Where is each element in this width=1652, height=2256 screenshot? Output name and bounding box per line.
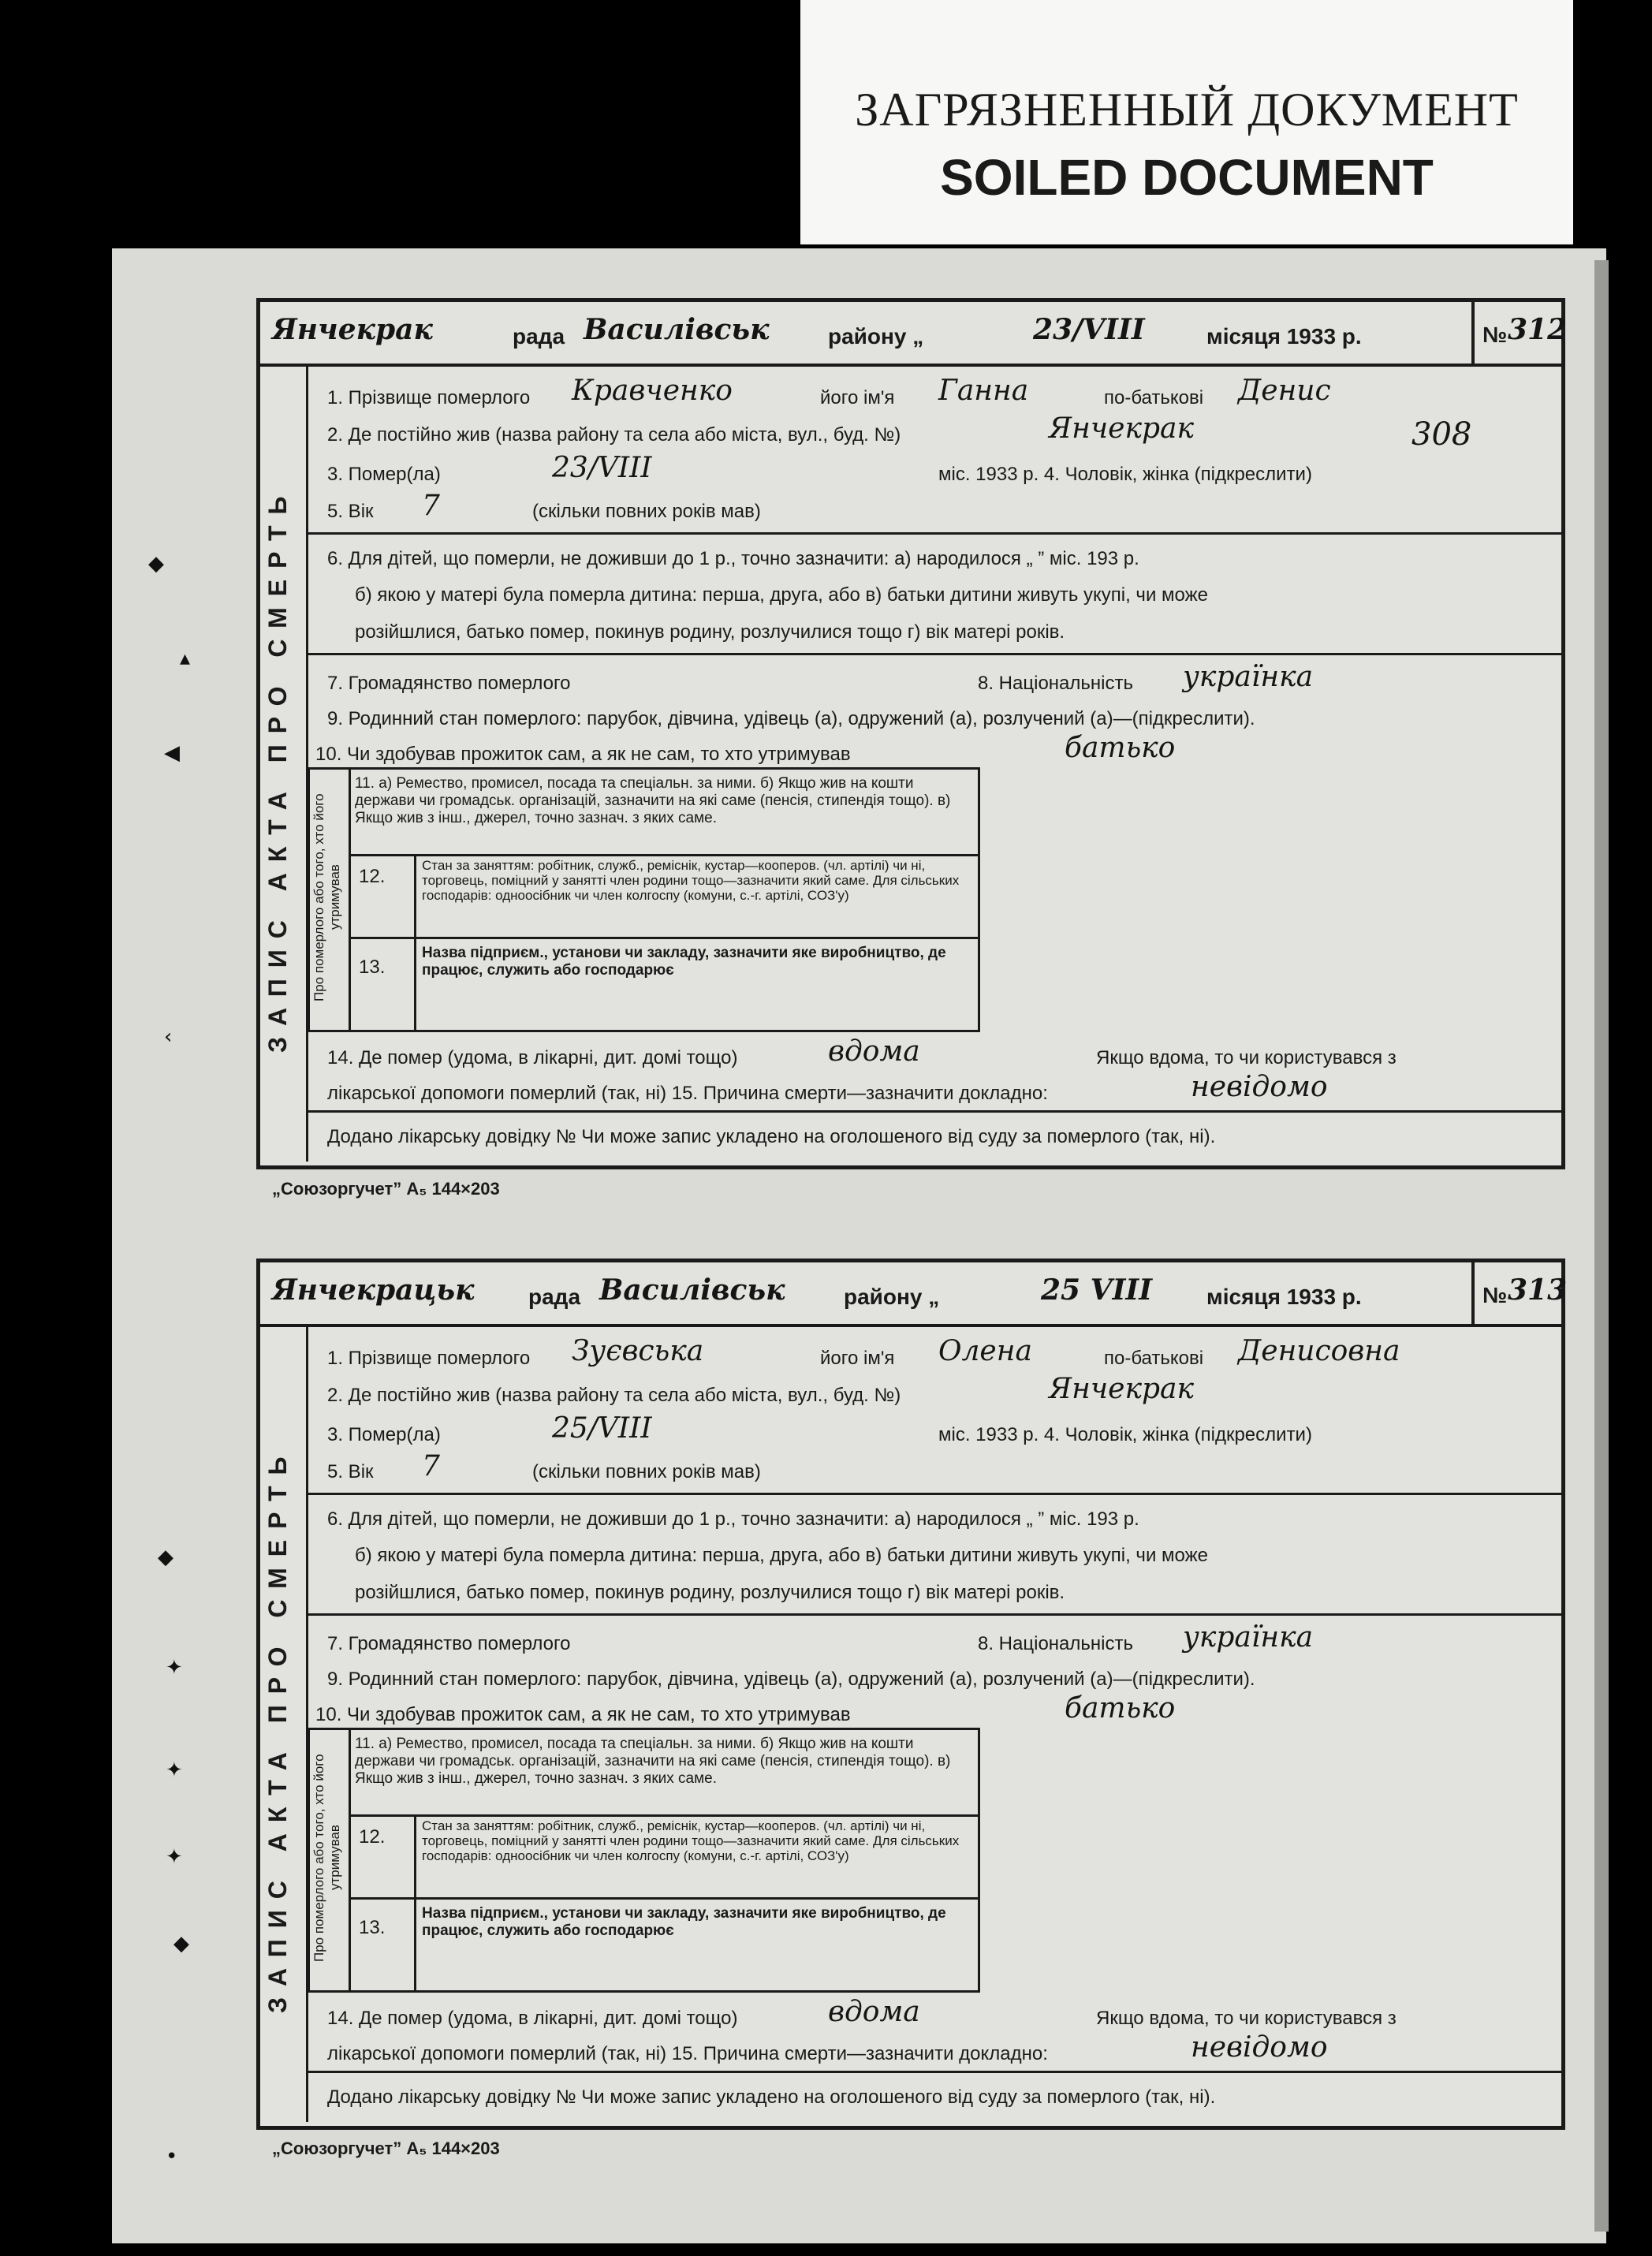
question-12-number: 12. — [359, 866, 386, 887]
record-number-handwritten: 313 — [1508, 1273, 1568, 1307]
binding-hole-icon: ✦ — [166, 1758, 183, 1782]
side-bar — [260, 1327, 308, 2122]
question-13: Назва підприєм., установи чи закладу, зазначити яке виробництво, де працює, служить або господарює — [422, 1905, 946, 1939]
rayon-label: району „ — [844, 1285, 940, 1309]
binding-hole-icon: ◀ — [164, 741, 180, 765]
support-handwritten: батько — [1065, 732, 1176, 764]
rada-label: рада — [513, 324, 565, 349]
binding-hole-icon: ▴ — [180, 647, 191, 670]
question-11: 11. а) Ремество, промисел, посада та спеціальн. за ними. б) Якщо жив на кошти держави чи громадськ. організацій, зазначити на які саме (пенсія, стипендія тощо). в) Якщо жив з інш., джерел, точно зазнач. з яких саме. — [355, 775, 951, 826]
form-header — [260, 1262, 1568, 1327]
nationality-handwritten: українка — [1183, 1621, 1314, 1654]
divider — [349, 1897, 978, 1900]
field-citizenship-label: 7. Громадянство померлого — [327, 1633, 571, 1654]
council-handwritten: Янчекрацьк — [272, 1273, 475, 1307]
field-infant-b: б) якою у матері була померла дитина: перша, друга, або в) батьки дитини живуть укупі, чи може — [355, 1545, 1208, 1566]
residence-handwritten: Янчекрак — [1049, 412, 1194, 445]
binding-hole-icon: ◆ — [158, 1546, 173, 1569]
stamp-russian: ЗАГРЯЗНЕННЫЙ ДОКУМЕНТ — [855, 84, 1519, 136]
field-infant-b: б) якою у матері була померла дитина: перша, друга, або в) батьки дитини живуть укупі, чи може — [355, 584, 1208, 606]
field-died-label: 3. Помер(ла) — [327, 464, 441, 485]
place-handwritten: вдома — [828, 1035, 920, 1068]
district-handwritten: Василівськ — [599, 1273, 785, 1307]
name-handwritten: Ганна — [938, 375, 1029, 407]
form-footer: „Союзоргучет” А₅ 144×203 — [272, 1179, 500, 1199]
divider — [349, 854, 978, 856]
field-infant-a: 6. Для дітей, що померли, не доживши до 1 р., точно зазначити: а) народилося „ ” міс. 193 р. — [327, 548, 1139, 569]
nationality-label: 8. Національність — [978, 1633, 1133, 1654]
field-support-label: 10. Чи здобував прожиток сам, а як не сам, то хто утримував — [315, 1704, 851, 1725]
divider — [308, 1728, 310, 1990]
field-surname-label: 1. Прізвище померлого — [327, 387, 531, 408]
form-header — [260, 302, 1568, 367]
patronymic-label: по-батькові — [1104, 387, 1204, 408]
side-title: ЗАПИС АКТА ПРО СМЕРТЬ — [263, 1445, 292, 2013]
question-13: Назва підприєм., установи чи закладу, зазначити яке виробництво, де працює, служить або господарює — [422, 945, 946, 979]
death-record-form-1 — [256, 298, 1568, 1169]
binding-hole-icon: ‹ — [164, 1025, 173, 1049]
question-12: Стан за заняттям: робітник, служб., реміснік, кустар—кооперов. (чл. артілі) чи ні, торговець, поміцний у занятті член родини тощо—зазначити який саме. Для сільських господарів: одноосібник чи член колгоспу (комуни, с.-г. артілі, СОЗ'у) — [422, 858, 960, 903]
occupation-side-note: Про померлого або того, хто його утримував — [311, 1754, 342, 1962]
place-handwritten: вдома — [828, 1996, 920, 2028]
question-13-number: 13. — [359, 1917, 386, 1938]
field-certificate: Додано лікарську довідку № Чи може запис укладено на оголошеного від суду за померлого (так, ні). — [327, 1126, 1216, 1147]
date-handwritten: 23/VIII — [1033, 313, 1145, 346]
surname-handwritten: Кравченко — [572, 375, 733, 407]
name-handwritten: Олена — [938, 1335, 1032, 1367]
name-label: його ім'я — [820, 1348, 895, 1369]
death-record-form-2 — [256, 1259, 1568, 2130]
age-handwritten: 7 — [422, 1450, 440, 1482]
field-citizenship-label: 7. Громадянство померлого — [327, 673, 571, 694]
occupation-side-note: Про померлого або того, хто його утримував — [311, 793, 342, 1001]
cause-handwritten: невідомо — [1191, 1071, 1328, 1103]
age-note: (скільки повних років мав) — [532, 501, 761, 522]
field-place-label: 14. Де помер (удома, в лікарні, дит. домі тощо) — [327, 2008, 738, 2029]
binding-hole-icon: • — [166, 2145, 178, 2168]
field-cause-label: лікарської допомоги померлий (так, ні) 15. Причина смерти—зазначити докладно: — [327, 2043, 1048, 2064]
died-year-sex: міс. 1933 р. 4. Чоловік, жінка (підкреслити) — [938, 464, 1312, 485]
paper-edge — [1594, 260, 1609, 2232]
age-handwritten: 7 — [422, 490, 440, 522]
died-date-handwritten: 25/VIII — [552, 1412, 652, 1445]
field-place-label: 14. Де помер (удома, в лікарні, дит. домі тощо) — [327, 1047, 738, 1068]
month-year-label: місяця 1933 р. — [1206, 324, 1362, 349]
divider — [308, 1493, 1561, 1495]
divider — [349, 1814, 978, 1817]
date-handwritten: 25 VIII — [1041, 1273, 1153, 1307]
divider — [308, 1110, 1561, 1113]
divider — [308, 767, 310, 1030]
died-date-handwritten: 23/VIII — [552, 452, 652, 484]
field-residence-label: 2. Де постійно жив (назва району та села або міста, вул., буд. №) — [327, 1385, 901, 1406]
record-number-box — [1471, 302, 1568, 364]
divider — [349, 767, 351, 1030]
place-home-question: Якщо вдома, то чи користувався з — [1096, 2008, 1397, 2029]
question-12-number: 12. — [359, 1826, 386, 1848]
field-age-label: 5. Вік — [327, 1461, 374, 1482]
name-label: його ім'я — [820, 387, 895, 408]
divider — [349, 937, 978, 939]
age-note: (скільки повних років мав) — [532, 1461, 761, 1482]
nationality-handwritten: українка — [1183, 661, 1314, 693]
divider — [349, 1728, 351, 1990]
binding-hole-icon: ✦ — [166, 1656, 183, 1680]
rada-label: рада — [528, 1285, 581, 1309]
record-number-handwritten: 312 — [1508, 313, 1568, 346]
field-marital-status: 9. Родинний стан померлого: парубок, дівчина, удівець (а), одружений (а), розлучений (а)—(підкреслити). — [327, 708, 1255, 729]
field-infant-c: розійшлися, батько помер, покинув родину, розлучилися тощо г) вік матері років. — [355, 621, 1065, 643]
field-cause-label: лікарської допомоги померлий (так, ні) 15. Причина смерти—зазначити докладно: — [327, 1083, 1048, 1104]
margin-note-handwritten: 308 — [1411, 416, 1472, 453]
rayon-label: району „ — [828, 324, 924, 349]
field-infant-c: розійшлися, батько помер, покинув родину, розлучилися тощо г) вік матері років. — [355, 1582, 1065, 1603]
field-surname-label: 1. Прізвище померлого — [327, 1348, 531, 1369]
stamp-english: SOILED DOCUMENT — [940, 149, 1434, 206]
number-label: № — [1482, 1283, 1508, 1307]
divider — [308, 653, 1561, 655]
side-bar — [260, 367, 308, 1162]
divider — [308, 1613, 1561, 1616]
binding-hole-icon: ✦ — [166, 1845, 183, 1869]
died-year-sex: міс. 1933 р. 4. Чоловік, жінка (підкреслити) — [938, 1424, 1312, 1445]
number-label: № — [1482, 323, 1508, 347]
place-home-question: Якщо вдома, то чи користувався з — [1096, 1047, 1397, 1068]
month-year-label: місяця 1933 р. — [1206, 1285, 1362, 1309]
council-handwritten: Янчекрак — [272, 313, 433, 346]
divider — [308, 2071, 1561, 2073]
field-died-label: 3. Помер(ла) — [327, 1424, 441, 1445]
field-residence-label: 2. Де постійно жив (назва району та села або міста, вул., буд. №) — [327, 424, 901, 446]
patronymic-label: по-батькові — [1104, 1348, 1204, 1369]
binding-hole-icon: ◆ — [148, 552, 164, 576]
field-infant-a: 6. Для дітей, що померли, не доживши до 1 р., точно зазначити: а) народилося „ ” міс. 193 р. — [327, 1508, 1139, 1530]
form-footer: „Союзоргучет” А₅ 144×203 — [272, 2139, 500, 2158]
divider — [308, 532, 1561, 535]
surname-handwritten: Зуєвська — [572, 1335, 704, 1367]
patronymic-handwritten: Денис — [1238, 375, 1331, 407]
field-support-label: 10. Чи здобував прожиток сам, а як не сам, то хто утримував — [315, 744, 851, 765]
patronymic-handwritten: Денисовна — [1238, 1335, 1400, 1367]
question-13-number: 13. — [359, 956, 386, 978]
field-certificate: Додано лікарську довідку № Чи може запис укладено на оголошеного від суду за померлого (так, ні). — [327, 2086, 1216, 2108]
field-age-label: 5. Вік — [327, 501, 374, 522]
divider — [414, 1814, 416, 1990]
cause-handwritten: невідомо — [1191, 2031, 1328, 2064]
side-title: ЗАПИС АКТА ПРО СМЕРТЬ — [263, 485, 292, 1053]
soiled-document-stamp — [800, 0, 1573, 244]
nationality-label: 8. Національність — [978, 673, 1133, 694]
binding-hole-icon: ◆ — [173, 1932, 189, 1956]
question-11: 11. а) Ремество, промисел, посада та спеціальн. за ними. б) Якщо жив на кошти держави чи громадськ. організацій, зазначити на які саме (пенсія, стипендія тощо). в) Якщо жив з інш., джерел, точно зазнач. з яких саме. — [355, 1736, 951, 1787]
residence-handwritten: Янчекрак — [1049, 1373, 1194, 1405]
record-number-box — [1471, 1262, 1568, 1324]
field-marital-status: 9. Родинний стан померлого: парубок, дівчина, удівець (а), одружений (а), розлучений (а)—(підкреслити). — [327, 1669, 1255, 1690]
question-12: Стан за заняттям: робітник, служб., реміснік, кустар—кооперов. (чл. артілі) чи ні, торговець, поміцний у занятті член родини тощо—зазначити який саме. Для сільських господарів: одноосібник чи член колгоспу (комуни, с.-г. артілі, СОЗ'у) — [422, 1818, 960, 1863]
divider — [414, 854, 416, 1030]
district-handwritten: Василівськ — [584, 313, 770, 346]
support-handwritten: батько — [1065, 1692, 1176, 1725]
